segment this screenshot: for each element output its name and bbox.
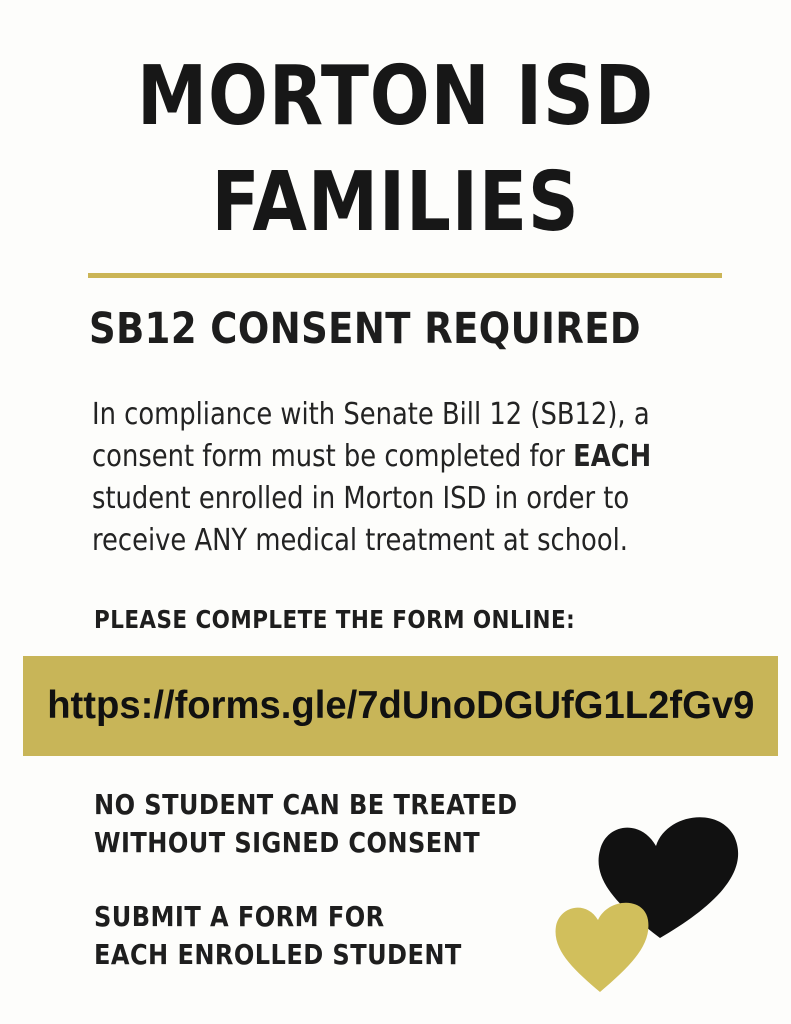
body-paragraph xyxy=(92,394,694,562)
title-line-2: FAMILIES xyxy=(211,155,580,250)
notice-submit xyxy=(94,898,541,974)
body-line-2 xyxy=(92,436,694,478)
body-line-2-text: consent form must be completed for xyxy=(92,439,574,474)
title-line-1: MORTON ISD xyxy=(136,49,655,144)
notice-submit-line-1: SUBMIT A FORM FOR xyxy=(94,900,385,933)
gold-divider xyxy=(88,273,722,278)
subtitle: SB12 CONSENT REQUIRED xyxy=(89,304,642,354)
notice-consent xyxy=(94,786,541,862)
cta-heading: PLEASE COMPLETE THE FORM ONLINE: xyxy=(94,605,576,634)
hearts-graphic xyxy=(548,806,758,996)
notice-submit-line-2: EACH ENROLLED STUDENT xyxy=(94,938,462,971)
body-line-4: receive ANY medical treatment at school. xyxy=(92,523,628,558)
body-emphasis-each: EACH xyxy=(573,439,652,474)
form-link-band xyxy=(23,656,778,756)
notice-consent-line-1: NO STUDENT CAN BE TREATED xyxy=(94,788,518,821)
body-line-1: In compliance with Senate Bill 12 (SB12), a xyxy=(92,397,650,432)
form-link[interactable]: https://forms.gle/7dUnoDGUfG1L2fGv9 xyxy=(46,684,755,727)
notice-consent-line-2: WITHOUT SIGNED CONSENT xyxy=(94,826,481,859)
gold-heart-icon xyxy=(556,903,649,992)
body-line-3: student enrolled in Morton ISD in order to xyxy=(92,481,630,516)
